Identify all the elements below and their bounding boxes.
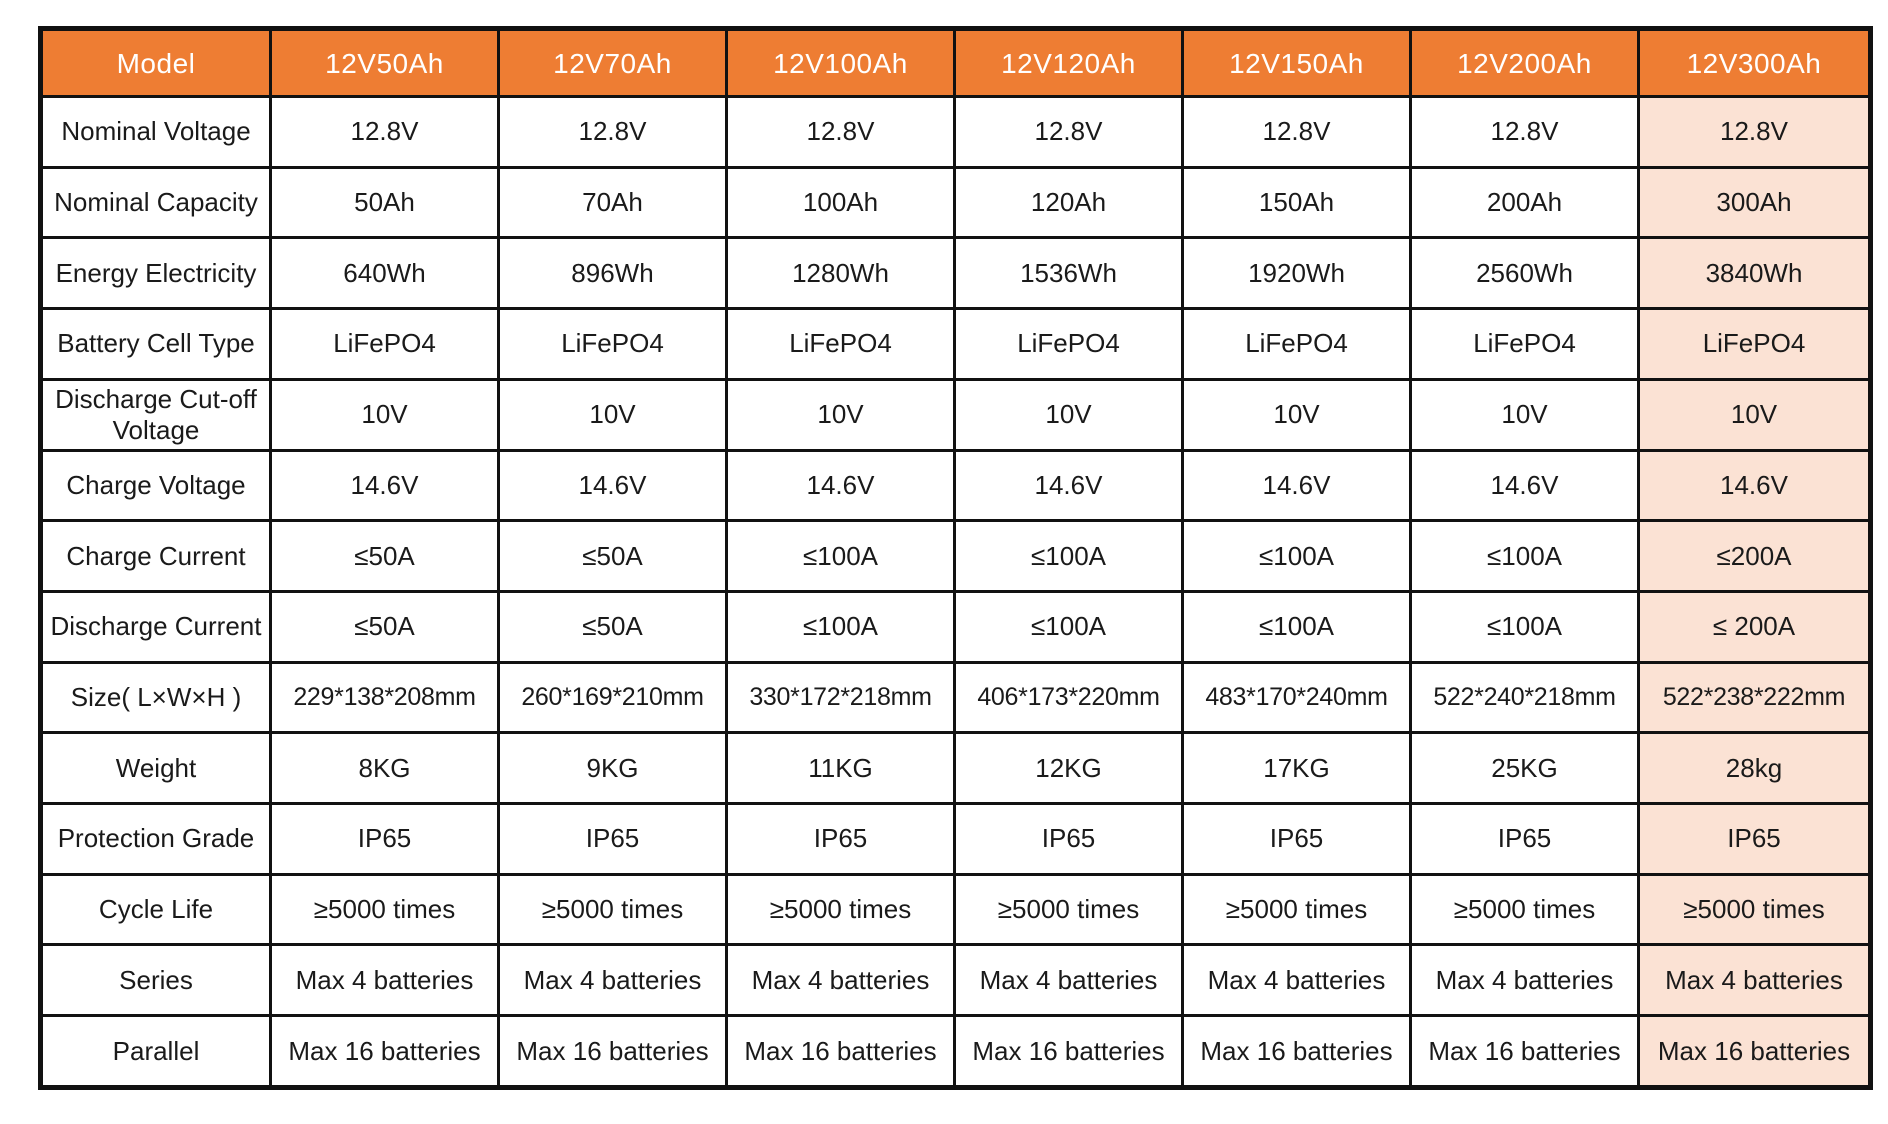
table-cell: LiFePO4: [271, 309, 499, 380]
table-cell: 12.8V: [1411, 97, 1639, 168]
table-cell: 9KG: [499, 733, 727, 804]
table-cell: ≤50A: [271, 591, 499, 662]
table-cell: 260*169*210mm: [499, 662, 727, 733]
row-label: Nominal Capacity: [41, 167, 271, 238]
table-cell: 522*238*222mm: [1639, 662, 1871, 733]
table-cell: LiFePO4: [499, 309, 727, 380]
row-label: Charge Current: [41, 521, 271, 592]
table-cell: 10V: [271, 379, 499, 450]
column-header-12v50ah: 12V50Ah: [271, 29, 499, 97]
table-cell: ≤100A: [1411, 521, 1639, 592]
table-cell: 100Ah: [727, 167, 955, 238]
table-cell: 406*173*220mm: [955, 662, 1183, 733]
table-cell: 50Ah: [271, 167, 499, 238]
table-cell: ≤50A: [499, 591, 727, 662]
column-header-12v120ah: 12V120Ah: [955, 29, 1183, 97]
table-cell: Max 16 batteries: [271, 1016, 499, 1088]
table-cell: IP65: [1639, 804, 1871, 875]
row-label: Charge Voltage: [41, 450, 271, 521]
table-cell: 14.6V: [271, 450, 499, 521]
table-cell: ≥5000 times: [955, 874, 1183, 945]
table-cell: LiFePO4: [1411, 309, 1639, 380]
table-row-protection-grade: [41, 804, 1871, 875]
row-label: Weight: [41, 733, 271, 804]
row-label: Discharge Cut-off Voltage: [41, 379, 271, 450]
table-cell: Max 16 batteries: [1411, 1016, 1639, 1088]
table-cell: 14.6V: [1411, 450, 1639, 521]
table-cell: 150Ah: [1183, 167, 1411, 238]
table-cell: 229*138*208mm: [271, 662, 499, 733]
table-cell: IP65: [499, 804, 727, 875]
row-label: Battery Cell Type: [41, 309, 271, 380]
table-cell: Max 16 batteries: [1183, 1016, 1411, 1088]
table-cell: Max 4 batteries: [955, 945, 1183, 1016]
table-cell: Max 4 batteries: [499, 945, 727, 1016]
table-cell: ≤100A: [1183, 521, 1411, 592]
table-cell: LiFePO4: [1183, 309, 1411, 380]
row-label: Nominal Voltage: [41, 97, 271, 168]
table-cell: ≤100A: [1183, 591, 1411, 662]
table-cell: 28kg: [1639, 733, 1871, 804]
row-label: Cycle Life: [41, 874, 271, 945]
table-row-discharge-cut-off-voltage: [41, 379, 1871, 450]
table-row-series: [41, 945, 1871, 1016]
table-row-charge-voltage: [41, 450, 1871, 521]
column-header-12v100ah: 12V100Ah: [727, 29, 955, 97]
table-cell: 8KG: [271, 733, 499, 804]
table-cell: Max 4 batteries: [1639, 945, 1871, 1016]
table-row-parallel: [41, 1016, 1871, 1088]
table-cell: 10V: [955, 379, 1183, 450]
table-cell: 200Ah: [1411, 167, 1639, 238]
table-cell: 12.8V: [271, 97, 499, 168]
table-row-weight: [41, 733, 1871, 804]
table-cell: 10V: [1639, 379, 1871, 450]
table-cell: 12.8V: [1183, 97, 1411, 168]
column-header-12v200ah: 12V200Ah: [1411, 29, 1639, 97]
table-cell: 17KG: [1183, 733, 1411, 804]
table-cell: ≤100A: [955, 591, 1183, 662]
row-label: Series: [41, 945, 271, 1016]
table-cell: 12.8V: [499, 97, 727, 168]
table-cell: 10V: [499, 379, 727, 450]
table-cell: IP65: [955, 804, 1183, 875]
table-cell: IP65: [271, 804, 499, 875]
table-cell: LiFePO4: [955, 309, 1183, 380]
table-cell: Max 4 batteries: [271, 945, 499, 1016]
table-cell: Max 16 batteries: [727, 1016, 955, 1088]
row-label: Discharge Current: [41, 591, 271, 662]
table-cell: ≥5000 times: [271, 874, 499, 945]
table-row-battery-cell-type: [41, 309, 1871, 380]
table-row-size-l-w-h: [41, 662, 1871, 733]
table-cell: 1536Wh: [955, 238, 1183, 309]
table-cell: ≥5000 times: [1639, 874, 1871, 945]
table-row-nominal-voltage: [41, 97, 1871, 168]
table-cell: 10V: [1183, 379, 1411, 450]
battery-spec-table: [38, 26, 1873, 1090]
table-cell: 12KG: [955, 733, 1183, 804]
table-cell: 2560Wh: [1411, 238, 1639, 309]
table-cell: 25KG: [1411, 733, 1639, 804]
table-cell: 14.6V: [499, 450, 727, 521]
table-cell: 1280Wh: [727, 238, 955, 309]
table-cell: 640Wh: [271, 238, 499, 309]
table-cell: ≤200A: [1639, 521, 1871, 592]
column-header-12v300ah: 12V300Ah: [1639, 29, 1871, 97]
table-cell: ≥5000 times: [727, 874, 955, 945]
table-cell: IP65: [727, 804, 955, 875]
table-cell: 12.8V: [727, 97, 955, 168]
table-cell: ≥5000 times: [1411, 874, 1639, 945]
table-cell: 1920Wh: [1183, 238, 1411, 309]
table-row-energy-electricity: [41, 238, 1871, 309]
table-cell: ≤100A: [955, 521, 1183, 592]
table-cell: Max 16 batteries: [1639, 1016, 1871, 1088]
table-cell: 300Ah: [1639, 167, 1871, 238]
table-cell: Max 4 batteries: [727, 945, 955, 1016]
row-label: Energy Electricity: [41, 238, 271, 309]
table-cell: 483*170*240mm: [1183, 662, 1411, 733]
table-cell: 12.8V: [1639, 97, 1871, 168]
table-cell: ≥5000 times: [1183, 874, 1411, 945]
table-cell: 14.6V: [955, 450, 1183, 521]
table-cell: 10V: [727, 379, 955, 450]
table-cell: 3840Wh: [1639, 238, 1871, 309]
column-header-model: Model: [41, 29, 271, 97]
table-cell: 11KG: [727, 733, 955, 804]
table-header-row: [41, 29, 1871, 97]
table-cell: 12.8V: [955, 97, 1183, 168]
table-cell: Max 16 batteries: [499, 1016, 727, 1088]
row-label: Parallel: [41, 1016, 271, 1088]
table-cell: ≤100A: [1411, 591, 1639, 662]
table-cell: ≤ 200A: [1639, 591, 1871, 662]
table-cell: 330*172*218mm: [727, 662, 955, 733]
table-cell: 14.6V: [1639, 450, 1871, 521]
row-label: Protection Grade: [41, 804, 271, 875]
table-cell: ≤100A: [727, 521, 955, 592]
table-cell: 14.6V: [727, 450, 955, 521]
table-row-cycle-life: [41, 874, 1871, 945]
table-cell: LiFePO4: [727, 309, 955, 380]
table-cell: LiFePO4: [1639, 309, 1871, 380]
table-row-discharge-current: [41, 591, 1871, 662]
table-cell: 896Wh: [499, 238, 727, 309]
table-cell: 14.6V: [1183, 450, 1411, 521]
row-label: Size( L×W×H ): [41, 662, 271, 733]
table-cell: ≤50A: [499, 521, 727, 592]
table-cell: Max 4 batteries: [1183, 945, 1411, 1016]
table-cell: Max 16 batteries: [955, 1016, 1183, 1088]
table-cell: 70Ah: [499, 167, 727, 238]
table-cell: 120Ah: [955, 167, 1183, 238]
table-cell: ≤50A: [271, 521, 499, 592]
table-row-nominal-capacity: [41, 167, 1871, 238]
column-header-12v150ah: 12V150Ah: [1183, 29, 1411, 97]
table-row-charge-current: [41, 521, 1871, 592]
table-cell: ≥5000 times: [499, 874, 727, 945]
table-cell: 10V: [1411, 379, 1639, 450]
table-body: [41, 97, 1871, 1088]
table-cell: IP65: [1411, 804, 1639, 875]
column-header-12v70ah: 12V70Ah: [499, 29, 727, 97]
table-cell: IP65: [1183, 804, 1411, 875]
table-cell: Max 4 batteries: [1411, 945, 1639, 1016]
table-cell: 522*240*218mm: [1411, 662, 1639, 733]
table-cell: ≤100A: [727, 591, 955, 662]
